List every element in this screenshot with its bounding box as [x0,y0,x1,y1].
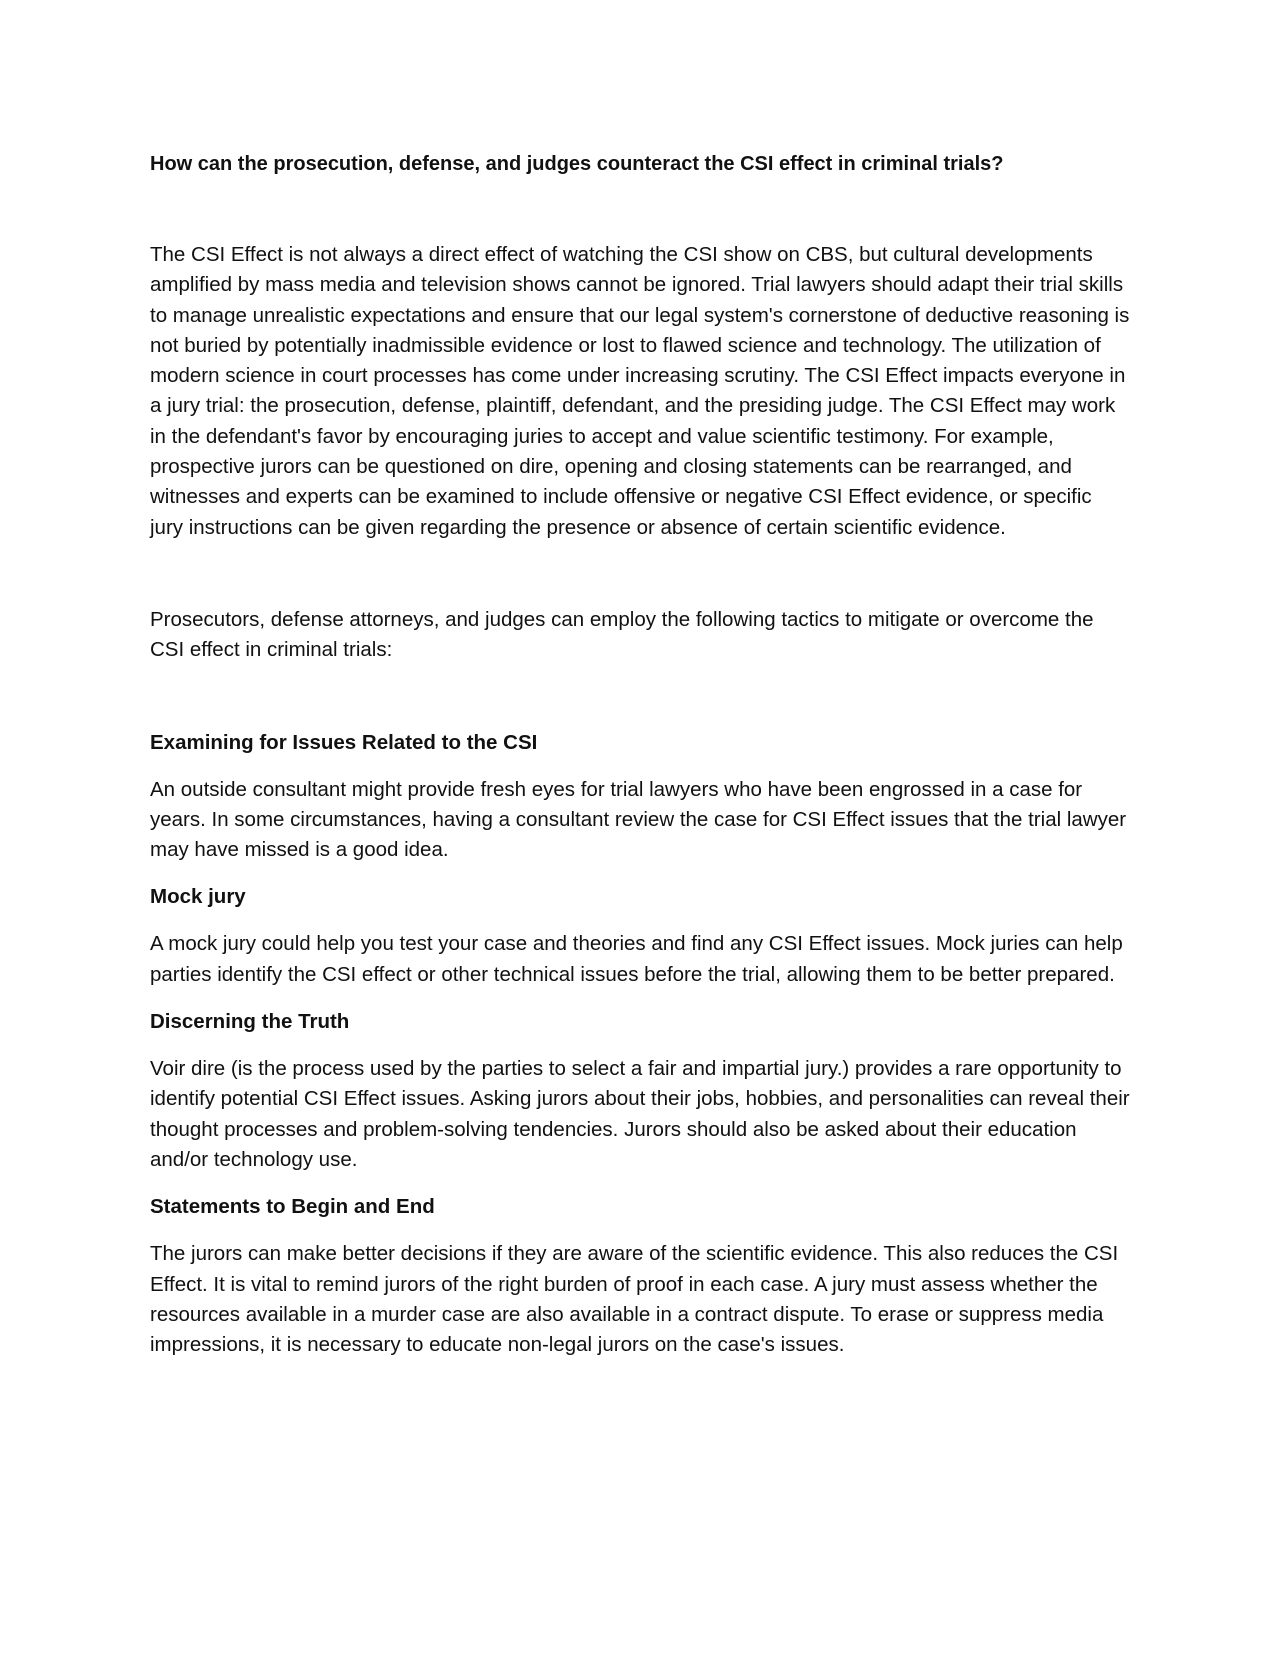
section-body-examining: An outside consultant might provide fresh eyes for trial lawyers who have been engrossed in a case for years. In some circumstances, having a consultant review the case for CSI Effect issues that the trial lawyer may have missed is a good idea. [150,777,1127,862]
spacer [150,1037,1130,1054]
intro-paragraph: The CSI Effect is not always a direct effect of watching the CSI show on CBS, but cultural developments amplified by mass media and television shows cannot be ignored. Trial lawyers should adapt their trial skills to manage unrealistic expectations and ensure that our legal system's cornerstone of deductive reasoning is not buried by potentially inadmissible evidence or lost to flawed science and technology. The utilization of modern science in court processes has come under increasing scrutiny. The CSI Effect impacts everyone in a jury trial: the prosecution, defense, plaintiff, defendant, and the presiding judge. The CSI Effect may work in the defendant's favor by encouraging juries to accept and value scientific testimony. For example, prospective jurors can be questioned on dire, opening and closing statements can be rearranged, and witnesses and experts can be examined to include offensive or negative CSI Effect evidence, or specific jury instructions can be given regarding the presence or absence of certain scientific evidence. [150,243,1130,539]
spacer [150,1175,1130,1192]
section-body-statements: The jurors can make better decisions if they are aware of the scientific evidence. This also reduces the CSI Effect. It is vital to remind jurors of the right burden of proof in each case. A jury must assess whether the resources available in a murder case are also available in a contract dispute. To erase or suppress media impressions, it is necessary to educate non-legal jurors on the case's issues. [150,1242,1119,1357]
section-heading-examining: Examining for Issues Related to the CSI [150,730,538,754]
spacer [150,912,1130,929]
spacer [150,178,1130,240]
spacer [150,865,1130,882]
spacer [150,1222,1130,1239]
document-question: How can the prosecution, defense, and judges counteract the CSI effect in criminal trials? [150,153,1004,175]
spacer [150,990,1130,1007]
spacer [150,758,1130,775]
tactics-intro-paragraph: Prosecutors, defense attorneys, and judges can employ the following tactics to mitigate or overcome the CSI effect in criminal trials: [150,607,1094,662]
section-heading-discerning-truth: Discerning the Truth [150,1010,350,1034]
section-heading-statements: Statements to Begin and End [150,1195,435,1219]
spacer [150,666,1130,728]
spacer [150,543,1130,605]
section-heading-mock-jury: Mock jury [150,885,246,909]
document-content [150,150,1130,1360]
section-body-discerning-truth: Voir dire (is the process used by the parties to select a fair and impartial jury.) provides a rare opportunity to identify potential CSI Effect issues. Asking jurors about their jobs, hobbies, and personalities can reveal their thought processes and problem-solving tendencies. Jurors should also be asked about their education and/or technology use. [150,1057,1130,1171]
section-body-mock-jury: A mock jury could help you test your case and theories and find any CSI Effect issues. Mock juries can help parties identify the CSI effect or other technical issues before the trial, allowing them to be better prepared. [150,932,1123,986]
